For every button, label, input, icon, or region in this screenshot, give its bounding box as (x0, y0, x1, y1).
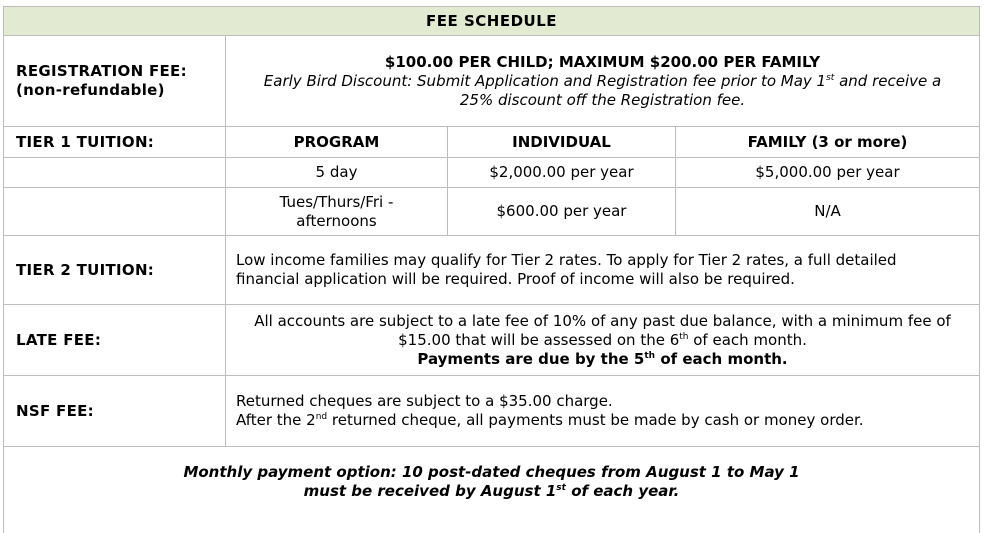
tier2-text: Low income families may qualify for Tier 2 rates. To apply for Tier 2 rates, a full detailed financial application will be required. Proof of income will also be required. (226, 236, 980, 305)
early-bird-sup: st (826, 72, 835, 83)
late-fee-part2: of each month. (688, 330, 807, 349)
table-row (4, 158, 980, 188)
late-fee-text (236, 312, 969, 350)
footer-note (4, 447, 980, 533)
empty-cell (4, 188, 226, 236)
fee-schedule-table (3, 6, 980, 533)
nsf-line2 (236, 411, 975, 430)
footer-line2-part1: must be received by August 1 (303, 482, 557, 500)
table-row (4, 188, 980, 236)
title-row (4, 7, 980, 36)
nsf-fee-label: NSF FEE: (4, 376, 226, 447)
program-header: PROGRAM (226, 127, 448, 158)
footer-line2 (8, 482, 975, 501)
nsf-line2-sup: nd (315, 412, 328, 422)
registration-headline: $100.00 PER CHILD; MAXIMUM $200.00 PER FAMILY (384, 52, 821, 71)
early-bird-part1: Early Bird Discount: Submit Application and Registration fee prior to May 1 (263, 71, 827, 90)
tier2-row (4, 236, 980, 305)
footer-line1: Monthly payment option: 10 post-dated cheques from August 1 to May 1 (183, 463, 800, 481)
individual-cell: $2,000.00 per year (448, 158, 676, 188)
nsf-fee-row (4, 376, 980, 447)
nsf-fee-details (226, 376, 980, 447)
registration-row (4, 36, 980, 127)
late-fee-sup: th (679, 331, 689, 342)
payment-due-part2: of each month. (655, 349, 788, 368)
footer-line2-part2: of each year. (565, 482, 680, 500)
individual-cell: $600.00 per year (448, 188, 676, 236)
tier2-label: TIER 2 TUITION: (4, 236, 226, 305)
tier1-header-row (4, 127, 980, 158)
early-bird-text (248, 72, 957, 110)
program-cell: Tues/Thurs/Fri - afternoons (226, 188, 448, 236)
late-fee-label: LATE FEE: (4, 305, 226, 376)
individual-header: INDIVIDUAL (448, 127, 676, 158)
footer-line2-sup: st (556, 483, 566, 493)
table-title: FEE SCHEDULE (4, 7, 980, 36)
footer-row (4, 447, 980, 533)
registration-details (226, 36, 980, 127)
late-fee-part1: All accounts are subject to a late fee of 10% of any past due balance, with a minimum fee of $15.00 that will be assessed on the 6 (254, 311, 951, 349)
registration-label-line1: REGISTRATION FEE: (16, 62, 187, 80)
early-bird-part2: and receive a 25% discount off the Registration fee. (459, 71, 942, 109)
late-fee-row (4, 305, 980, 376)
payment-due-part1: Payments are due by the 5 (417, 349, 645, 368)
empty-cell (4, 158, 226, 188)
registration-label-line2: (non-refundable) (16, 81, 165, 99)
tier1-label: TIER 1 TUITION: (4, 127, 226, 158)
nsf-line2-part1: After the 2 (236, 411, 316, 429)
family-cell: $5,000.00 per year (676, 158, 980, 188)
family-cell: N/A (676, 188, 980, 236)
program-cell: 5 day (226, 158, 448, 188)
payment-due-text (236, 350, 969, 369)
nsf-line2-part2: returned cheque, all payments must be made by cash or money order. (327, 411, 864, 429)
registration-label (4, 36, 226, 127)
late-fee-details (226, 305, 980, 376)
nsf-line1: Returned cheques are subject to a $35.00 charge. (236, 392, 613, 410)
payment-due-sup: th (644, 350, 656, 361)
family-header: FAMILY (3 or more) (676, 127, 980, 158)
